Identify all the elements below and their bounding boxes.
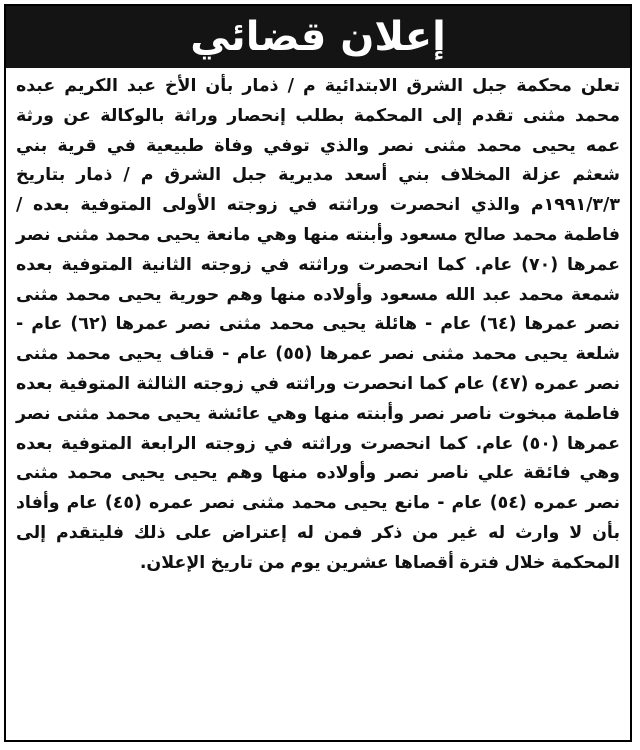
judicial-notice-frame (4, 4, 632, 742)
notice-body: تعلن محكمة جبل الشرق الابتدائية م / ذمار بأن الأخ عبد الكريم عبده محمد مثنى تقدم إلى المحكمة بطلب إنحصار وراثة بالوكالة عن ورثة عمه يحيى محمد مثنى نصر والذي توفي وفاة طبيعية في قرية بني شعثم عزلة المخلاف بني أسعد مديرية جبل الشرق م / ذمار بتاريخ ١٩٩١/٣/٣م والذي انحصرت وراثته في زوجته الأولى المتوفية بعده / فاطمة محمد صالح مسعود وأبنته منها وهي مانعة يحيى محمد مثنى نصر عمرها (٧٠) عام. كما انحصرت وراثته في زوجته الثانية المتوفية بعده شمعة محمد عبد الله مسعود وأولاده منها وهم حورية يحيى محمد مثنى نصر عمرها (٦٤) عام - هائلة يحيى محمد مثنى نصر عمرها (٦٢) عام - شلعة يحيى محمد مثنى نصر عمرها (٥٥) عام - قناف يحيى محمد مثنى نصر عمره (٤٧) عام كما انحصرت وراثته في زوجته الثالثة المتوفية بعده فاطمة مبخوت ناصر نصر وأبنته منها وهي عائشة يحيى محمد مثنى نصر عمرها (٥٠) عام. كما انحصرت وراثته في زوجته الرابعة المتوفية بعده وهي فائقة علي ناصر نصر وأولاده منها وهم يحيى يحيى محمد مثنى نصر عمره (٥٤) عام - مانع يحيى محمد مثنى نصر عمره (٤٥) عام وأفاد بأن لا وارث له غير من ذكر فمن له إعتراض على ذلك فليتقدم إلى المحكمة خلال فترة أقصاها عشرين يوم من تاريخ الإعلان. (16, 76, 621, 573)
notice-title-bar (6, 6, 630, 68)
notice-title: إعلان قضائي (190, 14, 446, 60)
